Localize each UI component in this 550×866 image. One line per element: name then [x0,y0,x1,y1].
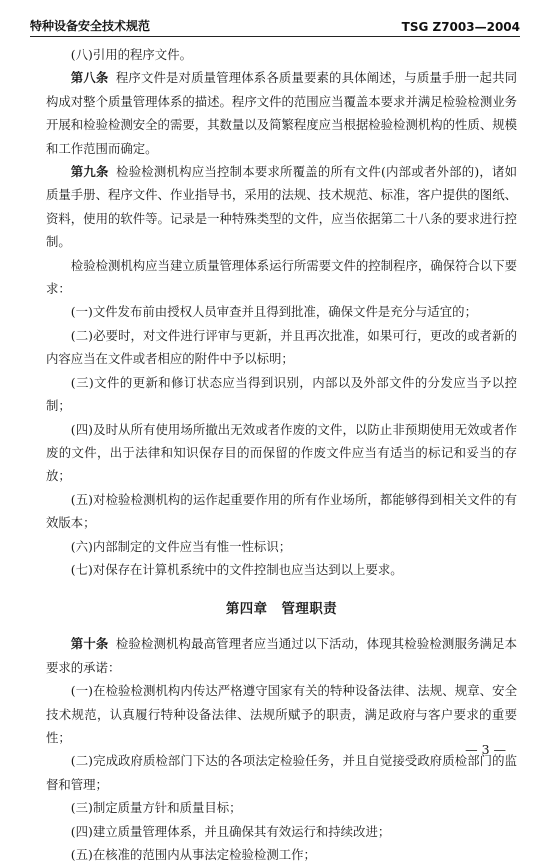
article-10-label: 第十条 [70,636,109,652]
control-item-6: (六)内部制定的文件应当有惟一性标识； [70,538,292,554]
duty-item-3: (三)制定质量方针和质量目标； [70,800,242,816]
article-8 [46,66,517,160]
control-item-5: (五)对检验检测机构的运作起重要作用的所有作业场所，都能够得到相关文件的有效版本； [46,491,517,531]
header-series-title: 特种设备安全技术规范 [30,19,151,33]
body-text [46,43,517,866]
control-intro: 检验检测机构应当建立质量管理体系运行所需要文件的控制程序，确保符合以下要求： [46,257,517,297]
control-item-1: (一)文件发布前由授权人员审查并且得到批准，确保文件是充分与适宜的； [70,304,477,320]
article-9-text: 检验检测机构应当控制本要求所覆盖的所有文件(内部或者外部的)，诸如质量手册、程序文件、作业指导书，采用的法规、技术规范、标准，客户提供的图纸、资料，使用的软件等。记录是一种特殊类型的文件，应当依据第二十八条的要求进行控制。 [46,164,517,250]
article-10 [46,632,517,679]
chapter-title: 管理职责 [281,602,338,618]
control-item-7: (七)对保存在计算机系统中的文件控制也应当达到以上要求。 [70,561,403,577]
list-item-8: (八)引用的程序文件。 [70,47,192,62]
control-item-3: (三)文件的更新和修订状态应当得到识别，内部以及外部文件的分发应当予以控制； [46,374,517,414]
duty-item-1: (一)在检验检测机构内传达严格遵守国家有关的特种设备法律、法规、规章、安全技术规范，认真履行特种设备法律、法规所赋予的职责，满足政府与客户要求的重要性； [46,683,517,745]
article-8-text: 程序文件是对质量管理体系各质量要素的具体阐述，与质量手册一起共同构成对整个质量管理体系的描述。程序文件的范围应当覆盖本要求并满足检验检测业务开展和检验检测安全的需要，其数量以及简繁程度应当根据检验检测机构的性质、规模和工作范围而确定。 [46,70,518,156]
control-item-2: (二)必要时，对文件进行评审与更新，并且再次批准，如果可行，更改的或者新的内容应当在文件或者相应的附件中予以标明； [46,327,517,367]
article-9 [46,160,517,254]
article-10-text: 检验检测机构最高管理者应当通过以下活动，体现其检验检测服务满足本要求的承诺： [46,636,518,675]
header-standard-code: TSG Z7003—2004 [401,20,520,34]
article-9-label: 第九条 [70,164,109,180]
duty-item-5: (五)在核准的范围内从事法定检验检测工作； [70,847,316,862]
running-header [30,12,520,34]
chapter-number: 第四章 [225,602,268,618]
control-item-4: (四)及时从所有使用场所撤出无效或者作废的文件，以防止非预期使用无效或者作废的文件，出于法律和知识保存目的而保留的作废文件应当有适当的标记和妥当的存放； [46,421,517,484]
chapter-heading [46,598,517,617]
page-number: — 3 — [465,742,506,757]
duty-item-2: (二)完成政府质检部门下达的各项法定检验任务，并且自觉接受政府质检部门的监督和管理； [46,753,517,792]
header-rule [30,36,520,37]
article-8-label: 第八条 [70,70,109,86]
duty-item-4: (四)建立质量管理体系，并且确保其有效运行和持续改进； [70,823,391,839]
